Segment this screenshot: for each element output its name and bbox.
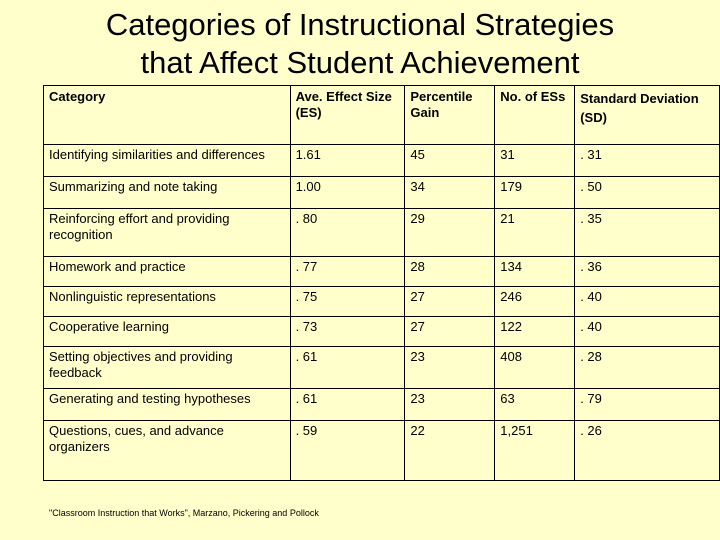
cell-category: Generating and testing hypotheses (44, 389, 291, 421)
cell-effect-size: . 73 (290, 317, 405, 347)
cell-effect-size: . 80 (290, 209, 405, 257)
cell-category: Summarizing and note taking (44, 177, 291, 209)
cell-percentile-gain: 45 (405, 145, 495, 177)
cell-effect-size: . 75 (290, 287, 405, 317)
cell-percentile-gain: 23 (405, 389, 495, 421)
cell-percentile-gain: 22 (405, 421, 495, 481)
header-number-of-es: No. of ESs (495, 86, 575, 145)
cell-number-of-es: 408 (495, 347, 575, 389)
cell-category: Questions, cues, and advance organizers (44, 421, 291, 481)
table-row (44, 389, 720, 421)
table-row (44, 145, 720, 177)
table-row (44, 347, 720, 389)
strategies-table (43, 85, 720, 481)
cell-number-of-es: 1,251 (495, 421, 575, 481)
cell-percentile-gain: 27 (405, 317, 495, 347)
cell-category: Nonlinguistic representations (44, 287, 291, 317)
cell-category: Cooperative learning (44, 317, 291, 347)
table-row (44, 209, 720, 257)
cell-standard-deviation: . 26 (575, 421, 720, 481)
cell-number-of-es: 21 (495, 209, 575, 257)
table-row (44, 177, 720, 209)
cell-percentile-gain: 28 (405, 257, 495, 287)
cell-number-of-es: 63 (495, 389, 575, 421)
cell-effect-size: . 59 (290, 421, 405, 481)
cell-standard-deviation: . 79 (575, 389, 720, 421)
cell-category: Identifying similarities and differences (44, 145, 291, 177)
table-row (44, 317, 720, 347)
source-footnote: "Classroom Instruction that Works", Marzano, Pickering and Pollock (49, 508, 319, 518)
cell-effect-size: 1.00 (290, 177, 405, 209)
page-title (0, 6, 720, 82)
cell-category: Homework and practice (44, 257, 291, 287)
cell-effect-size: 1.61 (290, 145, 405, 177)
cell-effect-size: . 77 (290, 257, 405, 287)
cell-number-of-es: 179 (495, 177, 575, 209)
cell-standard-deviation: . 40 (575, 287, 720, 317)
cell-standard-deviation: . 36 (575, 257, 720, 287)
cell-standard-deviation: . 40 (575, 317, 720, 347)
header-standard-deviation: Standard Deviation (SD) (575, 86, 720, 145)
cell-percentile-gain: 27 (405, 287, 495, 317)
cell-category: Reinforcing effort and providing recognition (44, 209, 291, 257)
cell-effect-size: . 61 (290, 347, 405, 389)
header-category: Category (44, 86, 291, 145)
title-line-1: Categories of Instructional Strategies (105, 7, 615, 42)
cell-number-of-es: 122 (495, 317, 575, 347)
cell-number-of-es: 134 (495, 257, 575, 287)
table-row (44, 287, 720, 317)
cell-percentile-gain: 23 (405, 347, 495, 389)
cell-percentile-gain: 34 (405, 177, 495, 209)
table-body (44, 86, 720, 481)
cell-percentile-gain: 29 (405, 209, 495, 257)
header-effect-size: Ave. Effect Size (ES) (290, 86, 405, 145)
cell-standard-deviation: . 28 (575, 347, 720, 389)
cell-standard-deviation: . 35 (575, 209, 720, 257)
table-row (44, 257, 720, 287)
cell-standard-deviation: . 50 (575, 177, 720, 209)
cell-number-of-es: 31 (495, 145, 575, 177)
header-percentile-gain: Percentile Gain (405, 86, 495, 145)
cell-number-of-es: 246 (495, 287, 575, 317)
cell-standard-deviation: . 31 (575, 145, 720, 177)
title-line-2: that Affect Student Achievement (140, 45, 580, 80)
table-header-row (44, 86, 720, 145)
cell-category: Setting objectives and providing feedback (44, 347, 291, 389)
table-row (44, 421, 720, 481)
cell-effect-size: . 61 (290, 389, 405, 421)
